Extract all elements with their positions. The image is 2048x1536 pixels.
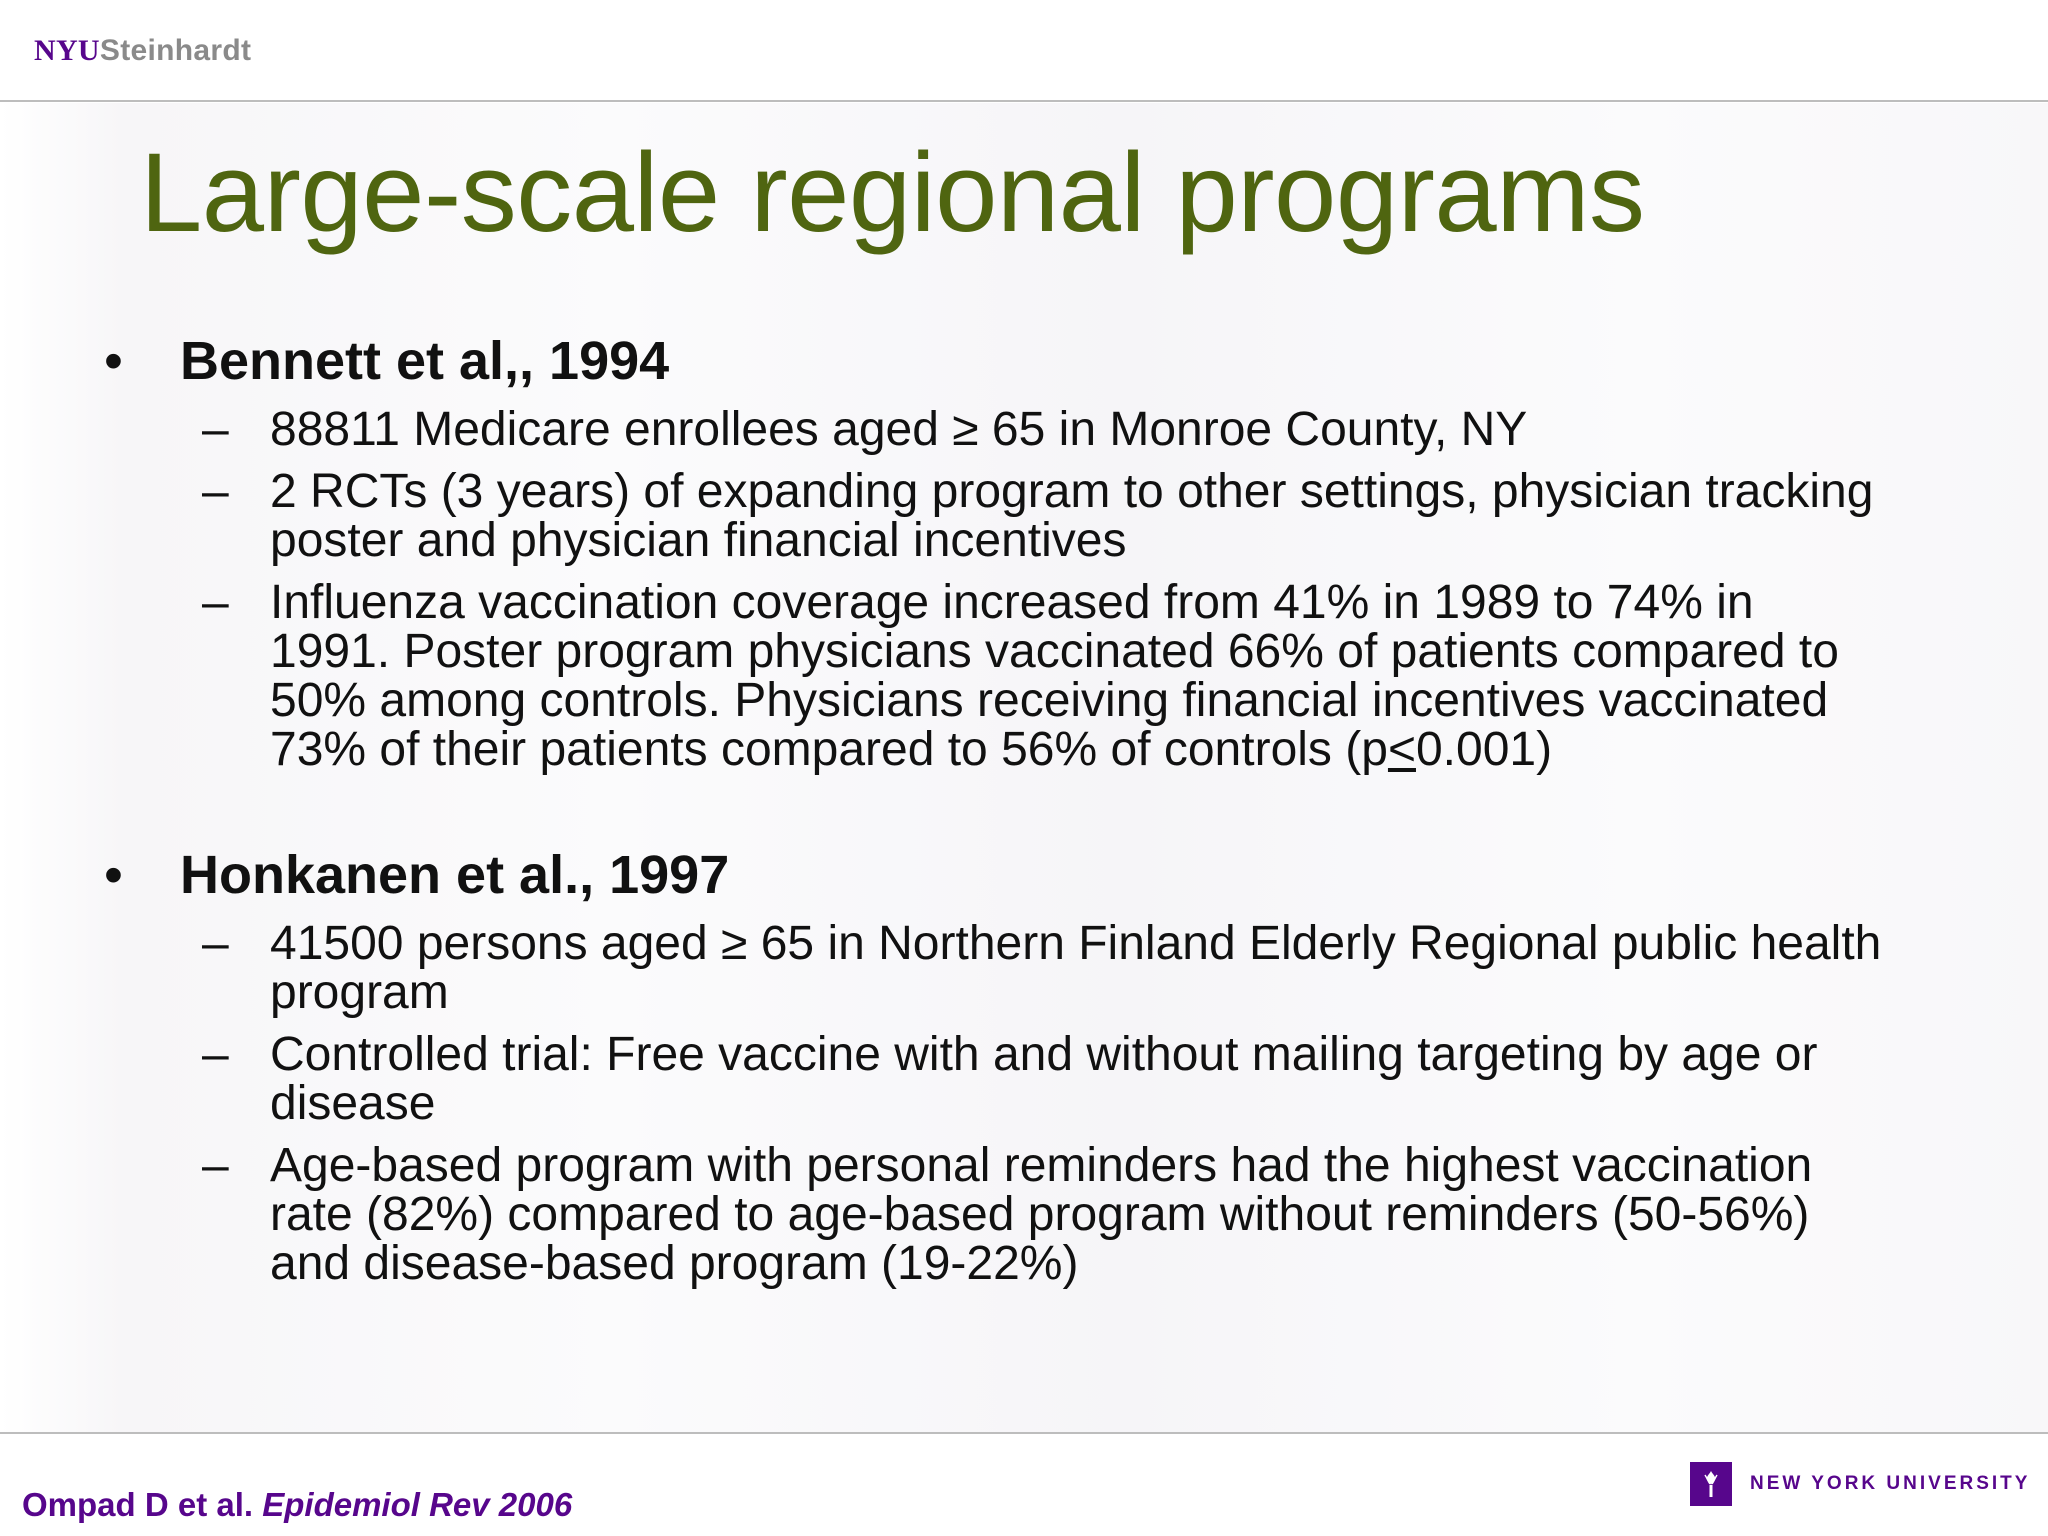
sub-bullet: [96, 919, 1886, 1017]
dash-mark: –: [202, 1139, 229, 1192]
bullet-heading: Honkanen et al., 1997: [180, 845, 730, 905]
dash-mark: –: [202, 403, 229, 456]
header-divider: [0, 100, 2048, 102]
dash-mark: –: [202, 917, 229, 970]
slide-content: [96, 330, 1996, 1288]
sub-bullet: [96, 1141, 1886, 1288]
nyu-steinhardt-logo: NYUSteinhardt: [34, 34, 252, 67]
nyu-wordmark: NEW YORK UNIVERSITY: [1750, 1473, 2031, 1494]
bullet-bennett: [96, 330, 1996, 392]
citation: [22, 1486, 572, 1524]
sub-bullet: [96, 467, 1886, 565]
sub-bullet-text: Influenza vaccination coverage increased from 41% in 1989 to 74% in 1991. Poster program physicians vaccinated 66% of patients compared to 50% among controls. Physicians receiving financial incentives vaccinated 73% of their patients compared to 56% of controls (p<0.001): [270, 576, 1839, 776]
sub-bullet: [96, 578, 1886, 774]
sub-bullet: [96, 405, 1886, 454]
slide-title: Large-scale regional programs: [140, 130, 1645, 255]
less-equal-sign: <: [1387, 723, 1416, 776]
citation-journal: Epidemiol Rev 2006: [262, 1486, 573, 1523]
bullet-heading: Bennett et al,, 1994: [180, 331, 670, 391]
nyu-torch-icon: [1690, 1462, 1732, 1506]
sub-bullet-text: 41500 persons aged ≥ 65 in Northern Finland Elderly Regional public health program: [270, 917, 1882, 1019]
sub-bullet-text: Age-based program with personal reminders had the highest vaccination rate (82%) compared to age-based program without reminders (50-56%) and disease-based program (19-22%): [270, 1139, 1813, 1290]
citation-authors: Ompad D et al.: [22, 1486, 254, 1523]
sub-bullet-text: Controlled trial: Free vaccine with and without mailing targeting by age or disease: [270, 1028, 1818, 1130]
sub-bullet: [96, 1030, 1886, 1128]
dash-mark: –: [202, 1028, 229, 1081]
dash-mark: –: [202, 465, 229, 518]
bullet-mark: •: [104, 845, 123, 905]
footer-divider: [0, 1432, 2048, 1434]
sub-bullet-text: 88811 Medicare enrollees aged ≥ 65 in Monroe County, NY: [270, 403, 1528, 456]
bullet-mark: •: [104, 331, 123, 391]
dash-mark: –: [202, 576, 229, 629]
sub-bullet-text: 2 RCTs (3 years) of expanding program to other settings, physician tracking poster and physician financial incentives: [270, 465, 1874, 567]
nyu-logo: [1690, 1462, 2030, 1506]
bullet-honkanen: [96, 844, 1996, 906]
